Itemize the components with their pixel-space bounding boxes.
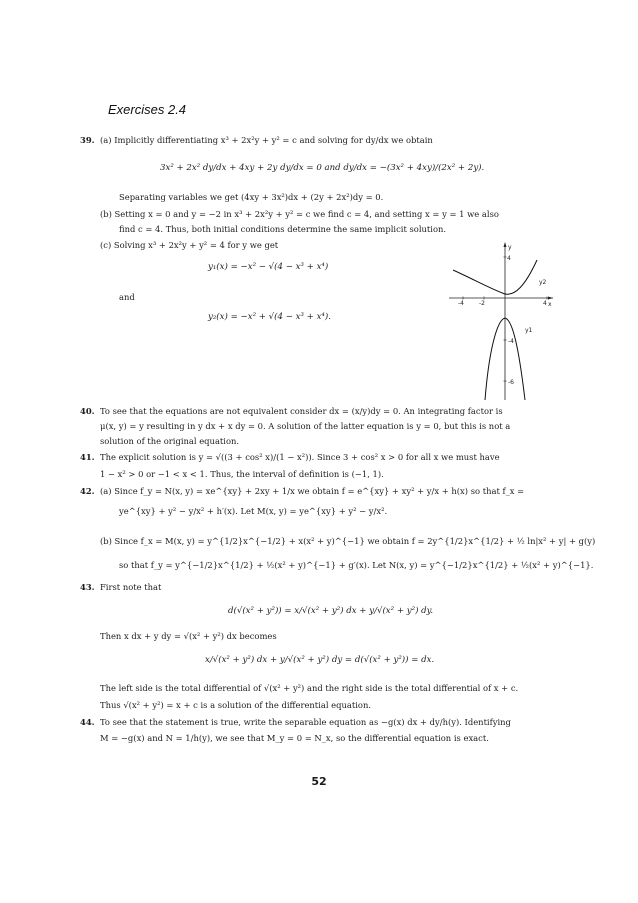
tick-label-y-neg4: -4: [508, 338, 514, 345]
exercise-39c-text-1: (c) Solving x³ + 2x²y + y² = 4 for y we get: [100, 240, 279, 250]
exercise-39b-text-2: find c = 4. Thus, both initial conditions determine the same implicit solution.: [119, 224, 447, 234]
exercise-39c-equation-y1: y₁(x) = −x² − √(4 − x³ + x⁴): [208, 262, 329, 272]
exercise-42a-text-2: ye^{xy} + y² − y/x² + h′(x). Let M(x, y) = ye^{xy} + y² − y/x².: [119, 506, 388, 516]
exercise-42a-text-1: (a) Since f_y = N(x, y) = xe^{xy} + 2xy + 1/x we obtain f = e^{xy} + xy² + y/x + h(x) so that f_x =: [100, 486, 525, 496]
page-number: 52: [311, 775, 327, 788]
exercise-39a-text-1: (a) Implicitly differentiating x³ + 2x²y + y² = c and solving for dy/dx we obtain: [100, 135, 433, 145]
x-axis-label: x: [548, 301, 552, 308]
tick-label-x-neg4: -4: [458, 300, 464, 307]
exercise-43-text-4: Thus √(x² + y²) = x + c is a solution of the differential equation.: [100, 700, 372, 710]
exercise-41-text-1: The explicit solution is y = √((3 + cos² x)/(1 − x²)). Since 3 + cos² x > 0 for all x we must have: [100, 452, 500, 462]
solution-curves-graph: [445, 240, 555, 402]
curve-label-y1: y1: [525, 327, 533, 334]
exercise-40-text-3: solution of the original equation.: [100, 436, 240, 446]
exercise-40-number: 40.: [80, 406, 95, 416]
exercise-43-number: 43.: [80, 582, 95, 592]
tick-label-y-neg6: -6: [508, 379, 514, 386]
exercise-40-text-1: To see that the equations are not equivalent consider dx = (x/y)dy = 0. An integrating factor is: [100, 406, 503, 416]
exercise-41-text-2: 1 − x² > 0 or −1 < x < 1. Thus, the interval of definition is (−1, 1).: [100, 469, 384, 479]
y-axis-label: y: [508, 244, 512, 251]
exercise-43-text-2: Then x dx + y dy = √(x² + y²) dx becomes: [100, 631, 277, 641]
exercise-42b-text-2: so that f_y = y^{−1/2}x^{1/2} + ½(x² + y)^{−1} + g′(x). Let N(x, y) = y^{−1/2}x^{1/2} + ½(x² + y)^{−1}.: [119, 560, 594, 570]
tick-label-x-4: 4: [543, 300, 547, 307]
y-axis-arrow-icon: [504, 242, 507, 247]
section-title: Exercises 2.4: [108, 102, 187, 117]
x-axis-arrow-icon: [548, 297, 553, 300]
exercise-39-number: 39.: [80, 135, 95, 145]
exercise-42b-text-1: (b) Since f_x = M(x, y) = y^{1/2}x^{−1/2} + x(x² + y)^{−1} we obtain f = 2y^{1/2}x^{1/2} + ½ ln|x² + y| + g(y): [100, 536, 596, 546]
exercise-42-number: 42.: [80, 486, 95, 496]
exercise-44-text-2: M = −g(x) and N = 1/h(y), we see that M_y = 0 = N_x, so the differential equation is exact.: [100, 733, 489, 743]
exercise-39a-text-2: Separating variables we get (4xy + 3x²)dx + (2y + 2x²)dy = 0.: [119, 192, 384, 202]
exercise-43-text-1: First note that: [100, 582, 162, 592]
exercise-39c-equation-y2: y₂(x) = −x² + √(4 − x³ + x⁴).: [208, 312, 331, 322]
exercise-43-equation-1: d(√(x² + y²)) = x/√(x² + y²) dx + y/√(x² + y²) dy.: [228, 606, 434, 616]
curve-y2: [453, 260, 537, 294]
tick-label-x-neg2: -2: [479, 300, 485, 307]
curve-label-y2: y2: [539, 279, 547, 286]
exercise-44-number: 44.: [80, 717, 95, 727]
exercise-41-number: 41.: [80, 452, 95, 462]
exercise-44-text-1: To see that the statement is true, write the separable equation as −g(x) dx + dy/h(y). Identifying: [100, 717, 511, 727]
exercise-39c-and: and: [119, 292, 135, 302]
exercise-43-equation-2: x/√(x² + y²) dx + y/√(x² + y²) dy = d(√(x² + y²)) = dx.: [205, 655, 435, 665]
exercise-40-text-2: μ(x, y) = y resulting in y dx + x dy = 0. A solution of the latter equation is y = 0, but this is not a: [100, 421, 511, 431]
tick-label-y-4: 4: [507, 255, 511, 262]
exercise-43-text-3: The left side is the total differential of √(x² + y²) and the right side is the total differential of x + c.: [100, 683, 519, 693]
exercise-39a-equation: 3x² + 2x² dy/dx + 4xy + 2y dy/dx = 0 and dy/dx = −(3x² + 4xy)/(2x² + 2y).: [160, 163, 485, 173]
exercise-39b-text-1: (b) Setting x = 0 and y = −2 in x³ + 2x²y + y² = c we find c = 4, and setting x = y = 1 we also: [100, 209, 499, 219]
